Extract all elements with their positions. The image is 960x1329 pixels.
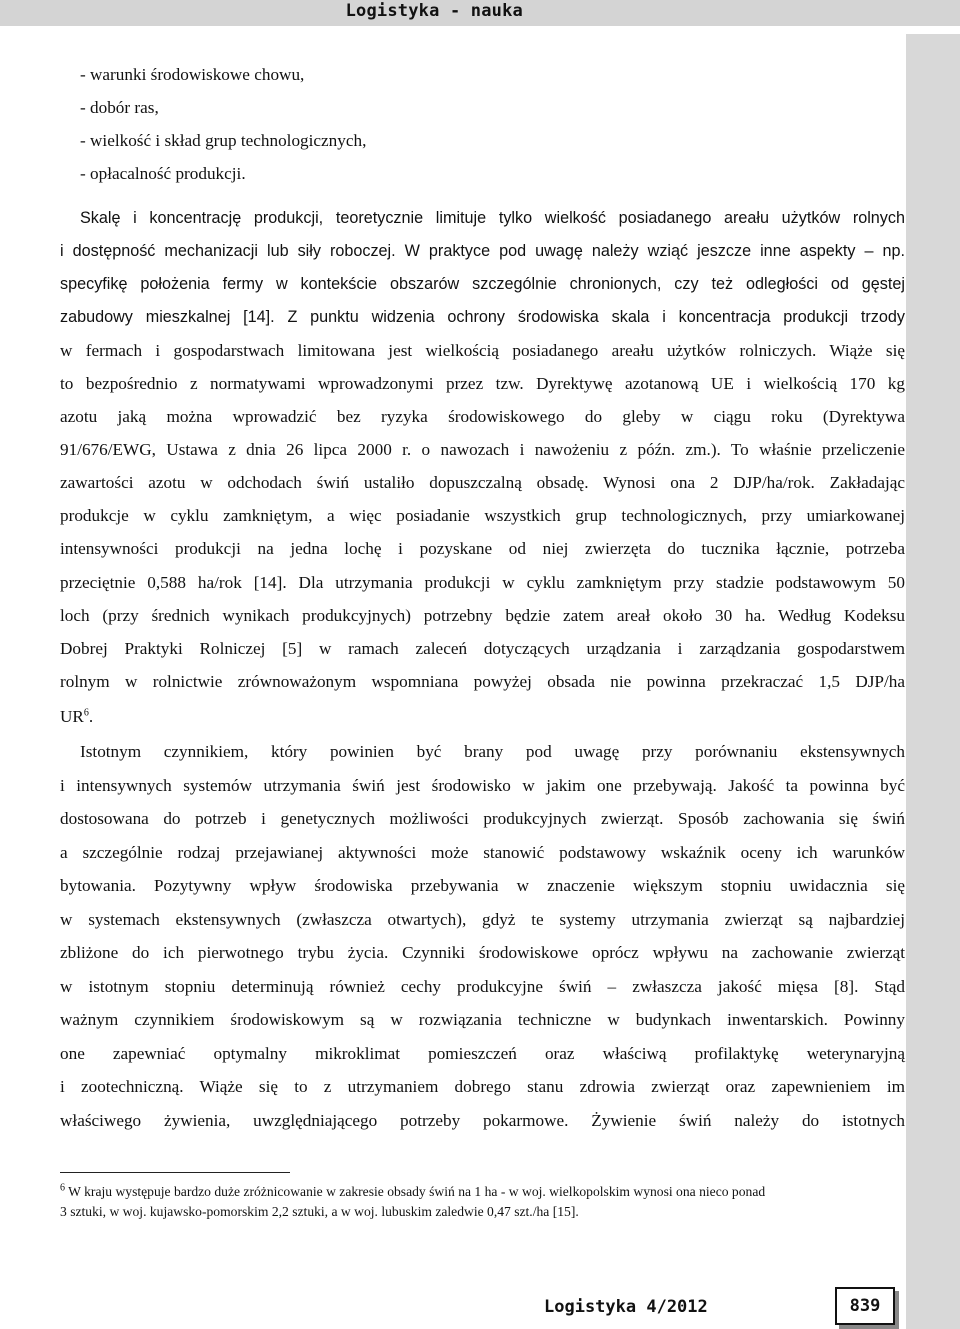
- footer-journal: Logistyka 4/2012: [544, 1297, 708, 1317]
- paragraph-line: intensywności produkcji na jedna lochę i pozyskane od niej zwierzęta do tucznika łącznie, potrzeba: [60, 539, 905, 558]
- paragraph-line: i dostępność mechanizacji lub siły roboczej. W praktyce pod uwagę należy wziąć jeszcze inne aspekty – np.: [60, 242, 905, 260]
- paragraph-line: dostosowana do potrzeb i genetycznych możliwości produkcyjnych zwierząt. Sposób zachowania się świń: [60, 809, 905, 828]
- paragraph-line: w fermach i gospodarstwach limitowana jest wielkością posiadanego areału użytków rolniczych. Wiąże się: [60, 341, 905, 360]
- paragraph-line: zbliżone do ich pierwotnego trybu życia. Czynniki środowiskowe oprócz wpływu na zachowanie zwierząt: [60, 943, 905, 962]
- paragraph-line: 91/676/EWG, Ustawa z dnia 26 lipca 2000 r. o nawozach i nawożeniu z późn. zm.). To właśnie przeliczenie: [60, 440, 905, 459]
- paragraph-line: specyfikę położenia fermy w kontekście obszarów szczególnie chronionych, czy też odległości od gęstej: [60, 275, 905, 293]
- paragraph-line: one zapewniać optymalny mikroklimat pomieszczeń oraz właściwą profilaktykę weterynaryjną: [60, 1044, 905, 1063]
- paragraph-line: bytowania. Pozytywny wpływ środowiska przebywania w znaczenie większym stopniu uwidacznia się: [60, 876, 905, 895]
- footnote-line: [60, 1182, 765, 1202]
- list-item: - wielkość i skład grup technologicznych,: [80, 131, 367, 150]
- paragraph-line: przeciętnie 0,588 ha/rok [14]. Dla utrzymania produkcji w cyklu zamkniętym przy stadzie podstawowym 50: [60, 573, 905, 592]
- footnote-number: 6: [60, 1182, 65, 1194]
- paragraph-line: azotu jaką można wprowadzić bez ryzyka środowiskowego do gleby w ciągu roku (Dyrektywa: [60, 407, 905, 426]
- header-bar: [0, 0, 960, 26]
- footnote-ref: 6: [83, 707, 89, 719]
- footnote-line: 3 sztuki, w woj. kujawsko-pomorskim 2,2 sztuki, a w woj. lubuskim zaledwie 0,47 szt./ha [15].: [60, 1204, 579, 1219]
- paragraph-line-last: [60, 700, 93, 733]
- paragraph-line: to bezpośrednio z normatywami wprowadzonymi przez tzw. Dyrektywę azotanową UE i wielkością 170 kg: [60, 374, 905, 393]
- paragraph-line: zawartości azotu w odchodach świń ustaliło dopuszczalną obsadę. Wynosi ona 2 DJP/ha/rok. Zakładając: [60, 473, 905, 492]
- paragraph-text: UR: [60, 707, 84, 726]
- paragraph-line: zabudowy mieszkalnej [14]. Z punktu widzenia ochrony środowiska skala i koncentracja produkcji trzody: [60, 308, 905, 326]
- footnote-divider: [60, 1172, 290, 1173]
- running-header-title: Logistyka - nauka: [345, 1, 523, 21]
- list-item: - dobór ras,: [80, 98, 159, 117]
- page-number: 839: [835, 1287, 895, 1325]
- paragraph-line: Istotnym czynnikiem, który powinien być brany pod uwagę przy porównaniu ekstensywnych: [80, 742, 905, 761]
- paragraph-line: właściwego żywienia, uwzględniającego potrzeby pokarmowe. Żywienie świń należy do istotnych: [60, 1111, 905, 1130]
- paragraph-line: Skalę i koncentrację produkcji, teoretycznie limituje tylko wielkość posiadanego areału użytków rolnych: [80, 209, 905, 227]
- list-item: - warunki środowiskowe chowu,: [80, 65, 305, 84]
- paragraph-line: ważnym czynnikiem środowiskowym są w rozwiązania techniczne w budynkach inwentarskich. Powinny: [60, 1010, 905, 1029]
- paragraph-line: w systemach ekstensywnych (zwłaszcza otwartych), gdyż te systemy utrzymania zwierząt są najbardziej: [60, 910, 905, 929]
- paragraph-line: rolnym w rolnictwie zrównoważonym wspomniana powyżej obsada nie powinna przekraczać 1,5 DJP/ha: [60, 672, 905, 691]
- paragraph-line: loch (przy średnich wynikach produkcyjnych) potrzebny będzie zatem areał około 30 ha. Według Kodeksu: [60, 606, 905, 625]
- paragraph-line: w istotnym stopniu determinują również cechy produkcyjne świń – zwłaszcza jakość mięsa [8]. Stąd: [60, 977, 905, 996]
- list-item: - opłacalność produkcji.: [80, 164, 246, 183]
- paragraph-line: i intensywnych systemów utrzymania świń jest środowisko w jakim one przebywają. Jakość ta powinna być: [60, 776, 905, 795]
- page-shadow: [906, 34, 960, 1329]
- paragraph-line: produkcje w cyklu zamkniętym, a więc posiadanie wszystkich grup technologicznych, przy umiarkowanej: [60, 506, 905, 525]
- footnote-text: W kraju występuje bardzo duże zróżnicowanie w zakresie obsady świń na 1 ha - w woj. wielkopolskim wynosi ona nieco ponad: [65, 1184, 766, 1199]
- paragraph-line: Dobrej Praktyki Rolniczej [5] w ramach zaleceń dotyczących urządzania i zarządzania gospodarstwem: [60, 639, 905, 658]
- paragraph-line: a szczególnie rodzaj przejawianej aktywności może stanowić podstawowy wskaźnik oceny ich warunków: [60, 843, 905, 862]
- paragraph-text: .: [88, 707, 94, 726]
- paragraph-line: i zootechniczną. Wiąże się to z utrzymaniem dobrego stanu zdrowia zwierząt oraz zapewnieniem im: [60, 1077, 905, 1096]
